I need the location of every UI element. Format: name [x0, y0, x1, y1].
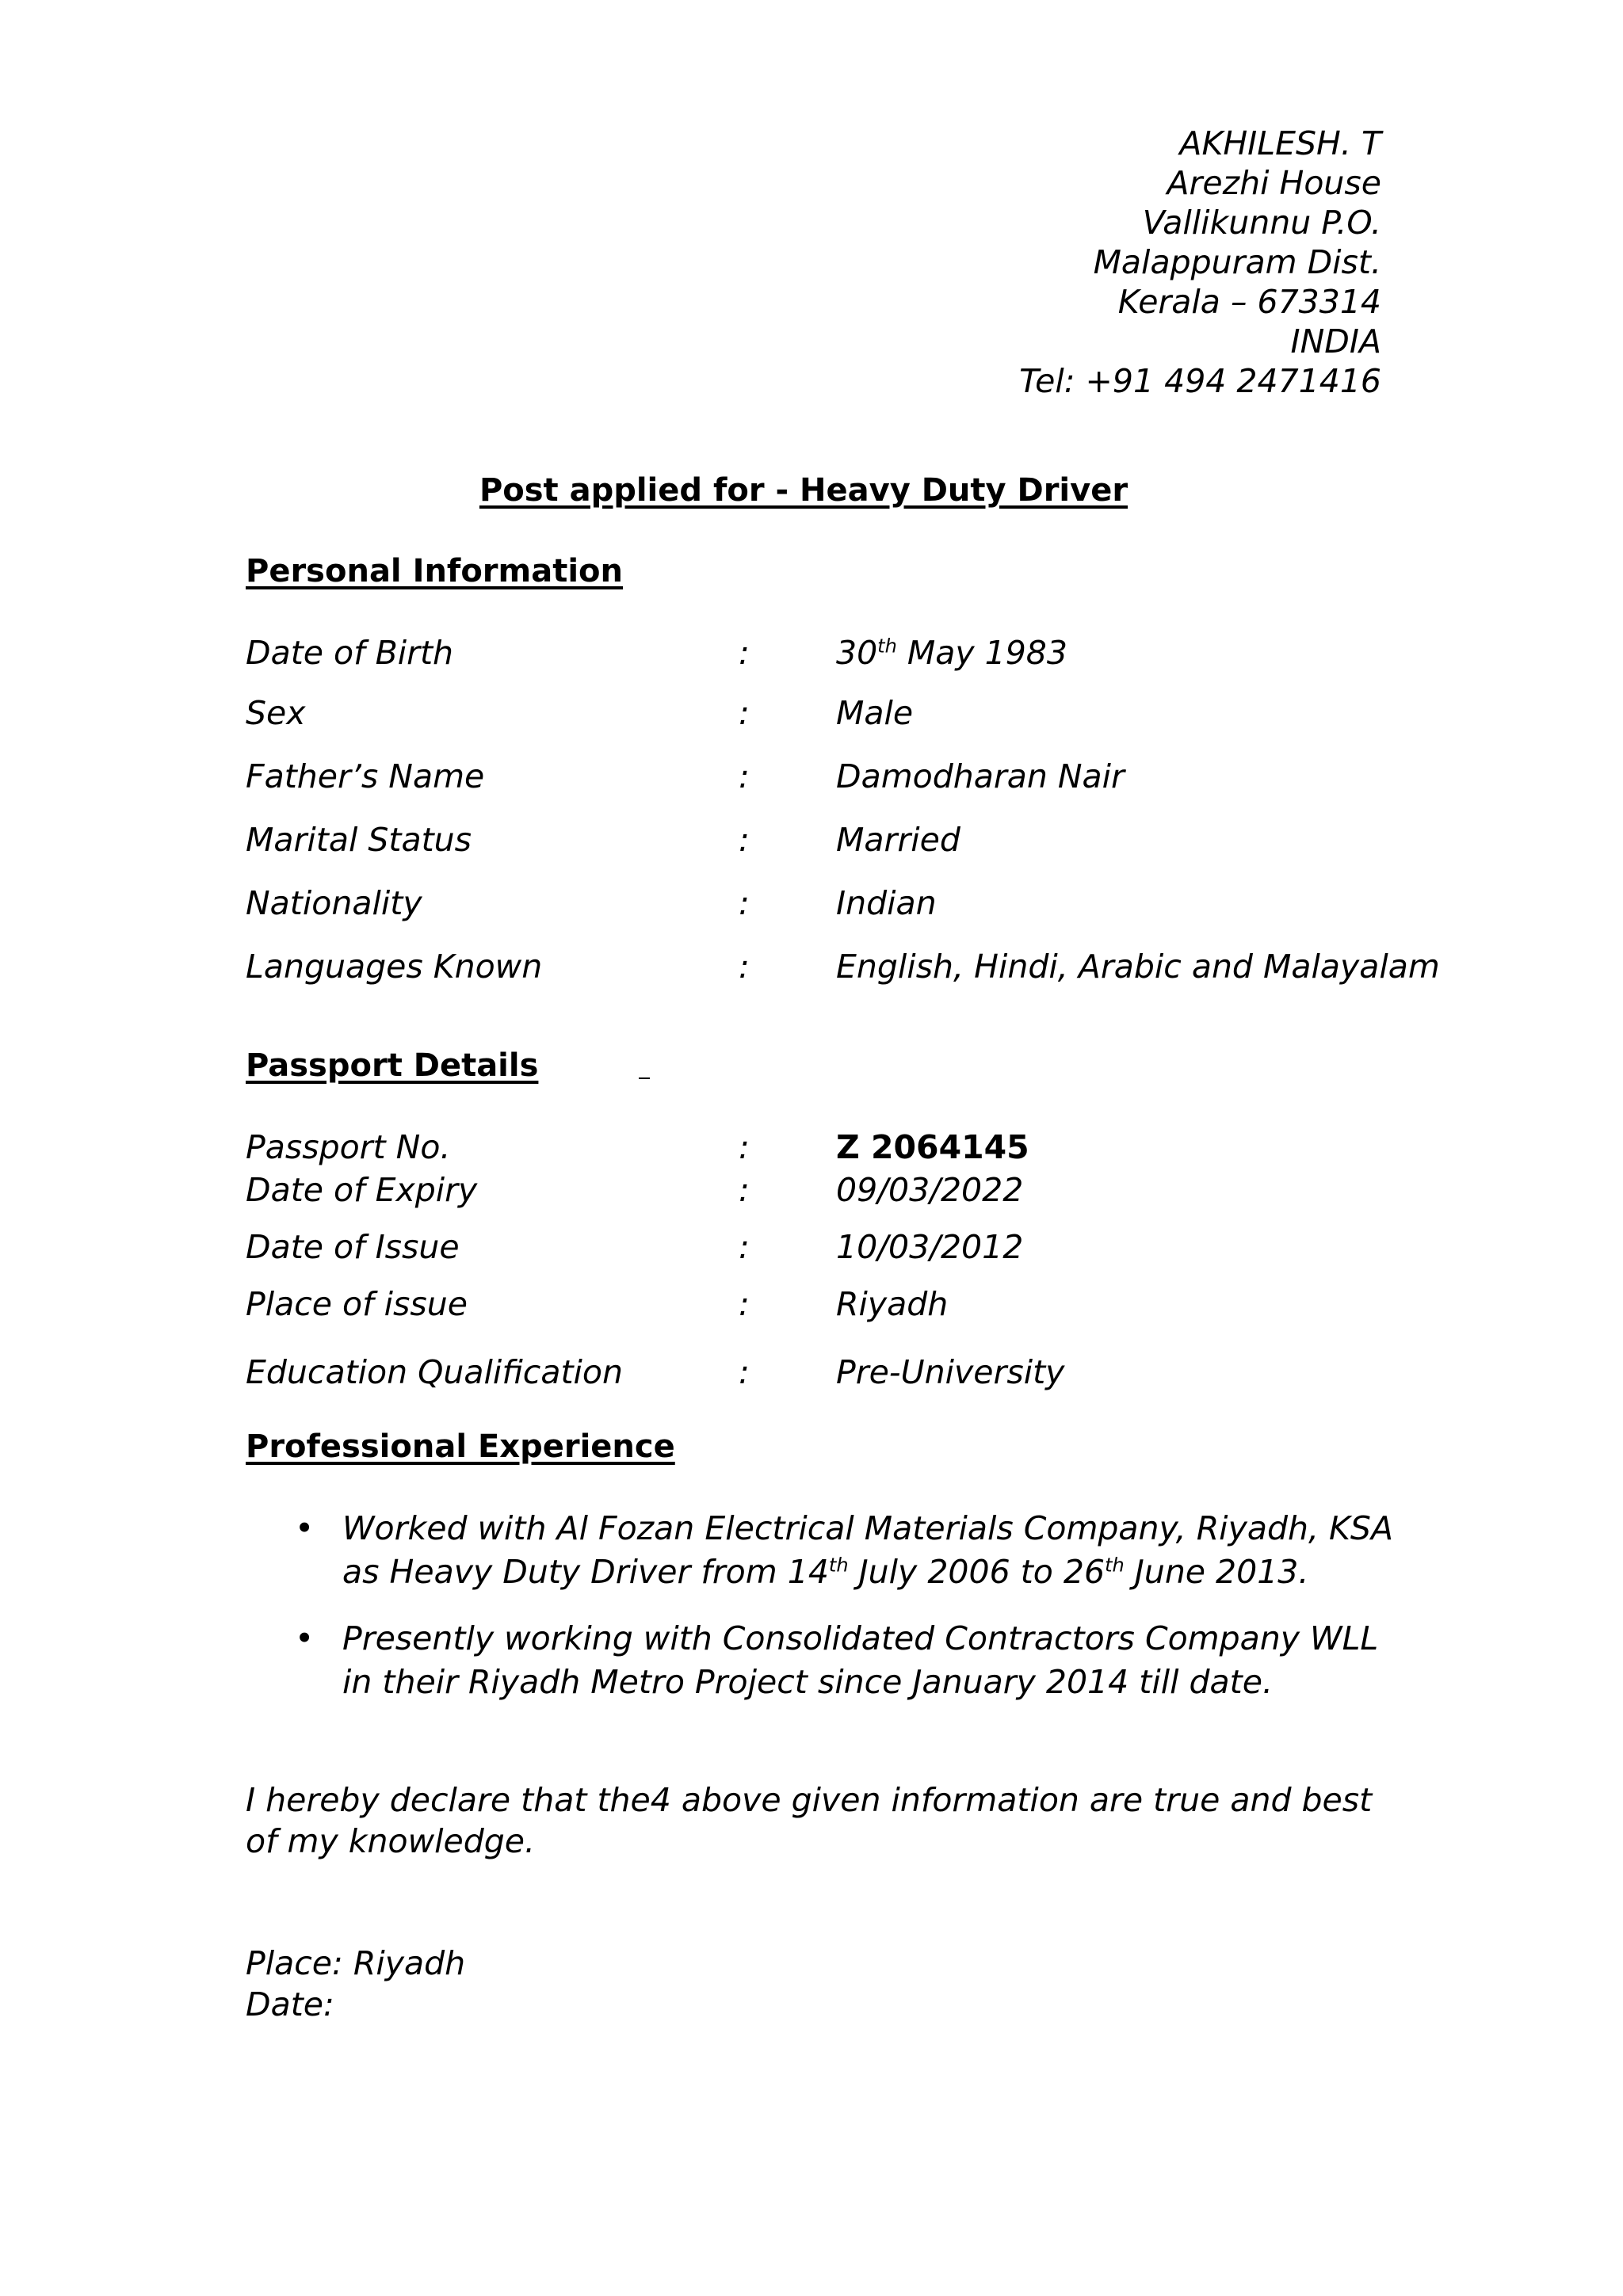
- colon: :: [739, 757, 750, 795]
- experience-item-2-line-2: in their Riyadh Metro Project since January 2014 till date.: [342, 1663, 1274, 1701]
- dob-label: Date of Birth: [246, 634, 454, 672]
- address-district: Malappuram Dist.: [1093, 243, 1381, 281]
- sex-label: Sex: [246, 694, 306, 732]
- colon: :: [739, 821, 750, 859]
- place-issue-value: Riyadh: [836, 1285, 949, 1323]
- dob-suffix: th: [877, 635, 897, 658]
- education-value: Pre-University: [836, 1353, 1065, 1391]
- languages-row: [246, 948, 1593, 989]
- address-tel: Tel: +91 494 2471416: [1019, 362, 1381, 400]
- passport-no-value: Z 2064145: [836, 1128, 1029, 1166]
- experience-item-1-line-1: Worked with Al Fozan Electrical Materials Company, Riyadh, KSA: [342, 1509, 1393, 1547]
- address-state: Kerala – 673314: [1117, 283, 1381, 321]
- father-label: Father’s Name: [246, 757, 485, 795]
- issue-label: Date of Issue: [246, 1228, 460, 1266]
- personal-info-heading: Personal Information: [246, 553, 623, 589]
- colon: :: [739, 1353, 750, 1391]
- address-block: [668, 124, 1381, 401]
- ordinal-suffix: th: [1105, 1554, 1125, 1577]
- education-label: Education Qualification: [246, 1353, 624, 1391]
- father-value: Damodharan Nair: [836, 757, 1125, 795]
- expiry-label: Date of Expiry: [246, 1171, 478, 1209]
- marital-label: Marital Status: [246, 821, 472, 859]
- dob-day: 30: [836, 634, 878, 672]
- issue-row: [246, 1228, 1593, 1269]
- address-country: INDIA: [1290, 322, 1381, 360]
- expiry-value: 09/03/2022: [836, 1171, 1024, 1209]
- ordinal-suffix: th: [828, 1554, 849, 1577]
- stray-dash: [639, 1077, 650, 1079]
- footer: [246, 1943, 1434, 2025]
- languages-label: Languages Known: [246, 948, 543, 986]
- colon: :: [739, 1128, 750, 1166]
- nationality-value: Indian: [836, 884, 937, 922]
- colon: :: [739, 1228, 750, 1266]
- experience-item-2: [342, 1617, 1396, 1704]
- address-post: Vallikunnu P.O.: [1142, 204, 1381, 242]
- sex-value: Male: [836, 694, 914, 732]
- expiry-row: [246, 1171, 1593, 1212]
- issue-value: 10/03/2012: [836, 1228, 1024, 1266]
- text-span: June 2013.: [1124, 1553, 1309, 1591]
- experience-heading: Professional Experience: [246, 1428, 675, 1465]
- dob-row: [246, 634, 1593, 675]
- declaration: [246, 1779, 1434, 1862]
- sex-row: [246, 694, 1593, 735]
- text-span: as Heavy Duty Driver from 14: [342, 1553, 829, 1591]
- place-issue-label: Place of issue: [246, 1285, 468, 1323]
- post-title: Post applied for - Heavy Duty Driver: [479, 472, 1128, 509]
- bullet-icon: •: [295, 1509, 315, 1547]
- applicant-name: AKHILESH. T: [1179, 124, 1381, 162]
- dob-month-year: May 1983: [896, 634, 1067, 672]
- date-line: Date:: [246, 1985, 334, 2023]
- father-row: [246, 757, 1593, 799]
- passport-no-row: [246, 1128, 1593, 1169]
- nationality-label: Nationality: [246, 884, 422, 922]
- place-line: Place: Riyadh: [246, 1944, 466, 1982]
- experience-item-1: [342, 1507, 1396, 1594]
- place-issue-row: [246, 1285, 1593, 1326]
- colon: :: [739, 948, 750, 986]
- passport-no-label: Passport No.: [246, 1128, 451, 1166]
- colon: :: [739, 694, 750, 732]
- colon: :: [739, 1285, 750, 1323]
- marital-value: Married: [836, 821, 960, 859]
- colon: :: [739, 884, 750, 922]
- address-house: Arezhi House: [1167, 164, 1381, 202]
- languages-value: English, Hindi, Arabic and Malayalam: [836, 948, 1440, 986]
- experience-item-2-line-1: Presently working with Consolidated Contractors Company WLL: [342, 1619, 1379, 1657]
- marital-row: [246, 821, 1593, 862]
- declaration-line-1: I hereby declare that the4 above given information are true and best: [246, 1781, 1373, 1819]
- colon: :: [739, 634, 750, 672]
- dob-value: [836, 634, 1067, 672]
- experience-item-1-line-2: [342, 1550, 1396, 1594]
- text-span: July 2006 to 26: [848, 1553, 1106, 1591]
- bullet-icon: •: [295, 1619, 315, 1657]
- education-row: [246, 1353, 1593, 1394]
- colon: :: [739, 1171, 750, 1209]
- declaration-line-2: of my knowledge.: [246, 1822, 536, 1860]
- passport-heading: Passport Details: [246, 1047, 539, 1084]
- nationality-row: [246, 884, 1593, 925]
